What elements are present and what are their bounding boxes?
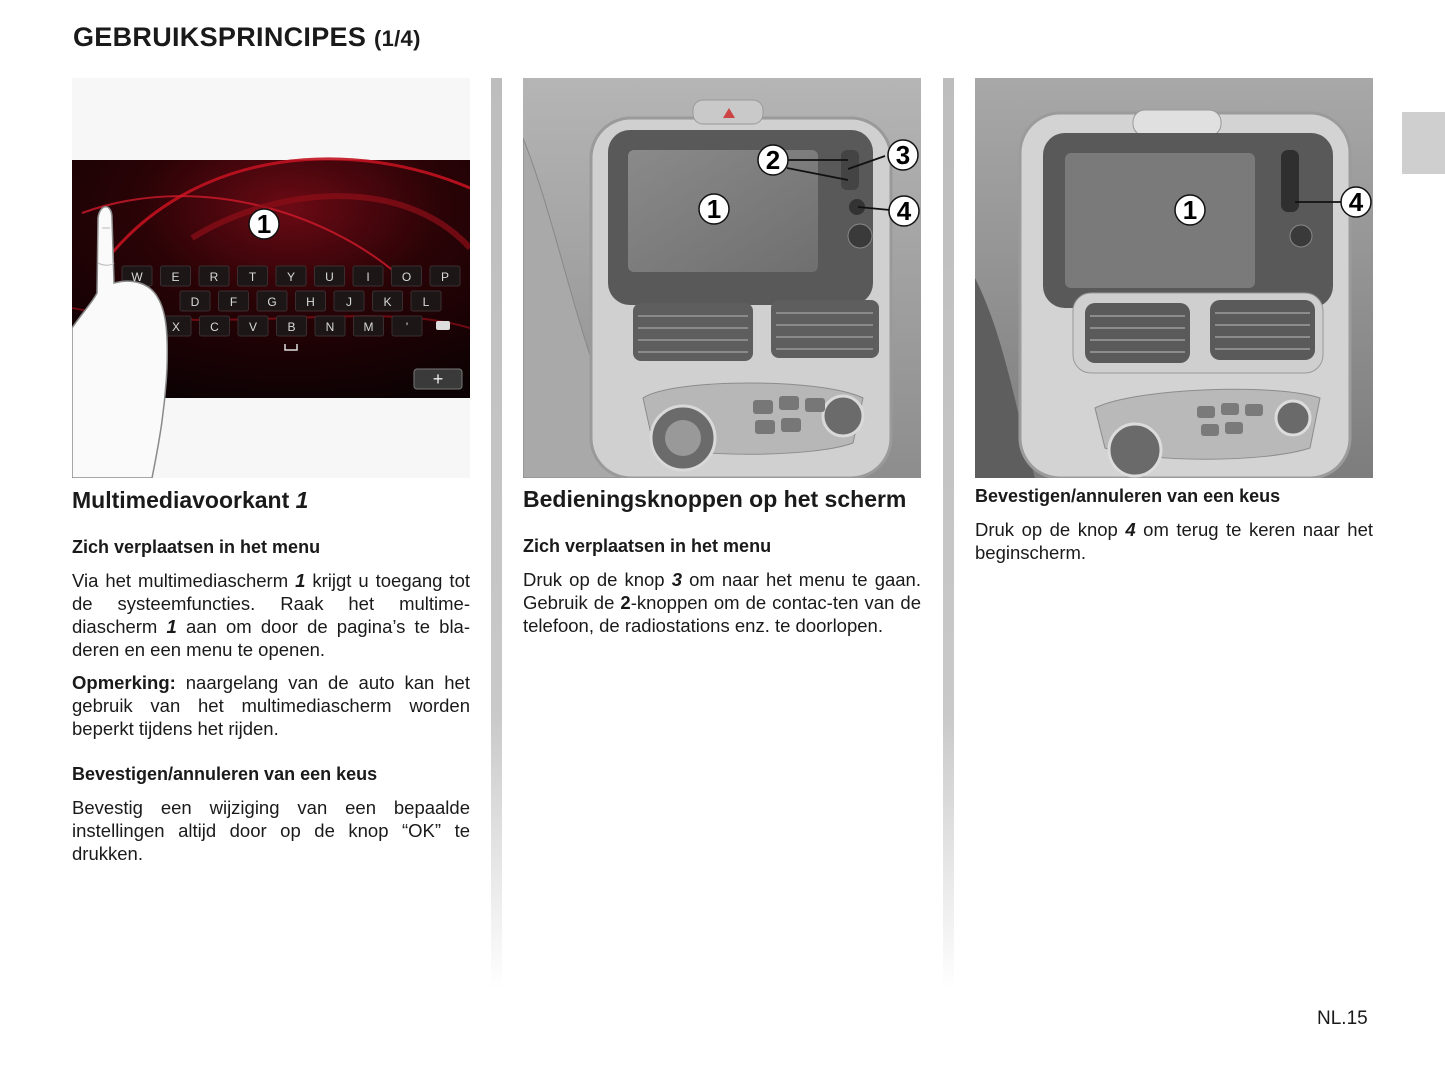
svg-text:1: 1 xyxy=(1182,195,1198,225)
column-controls xyxy=(523,78,921,637)
volume-knob xyxy=(848,224,872,248)
column-divider-left xyxy=(491,78,502,990)
keyboard-key-label: R xyxy=(209,270,219,284)
keyboard-key-label: U xyxy=(325,270,334,284)
text-part: aan om door de pagina’s te bla-deren en een menu te openen. xyxy=(72,616,470,660)
text-part: Via het multimediascherm xyxy=(72,570,296,591)
subheading-confirm: Bevestigen/annuleren van een keus xyxy=(72,764,378,784)
column-divider-right xyxy=(943,78,954,990)
text-part: Druk op de knop xyxy=(523,569,672,590)
ref-number: 1 xyxy=(295,570,306,591)
heading-ref: 1 xyxy=(295,487,309,513)
volume-knob xyxy=(1290,225,1312,247)
keyboard-key-label: T xyxy=(248,270,257,284)
svg-text:1: 1 xyxy=(256,209,272,239)
text-part: -knoppen om de contac-ten van de telefoon, de radiostations enz. te doorlopen. xyxy=(523,592,921,636)
figure-dashboard-controls xyxy=(523,78,921,478)
heading-text: Multimediavoorkant xyxy=(72,487,290,513)
keyboard-key-label: M xyxy=(363,320,374,334)
subheading-navigate: Zich verplaatsen in het menu xyxy=(523,536,772,556)
keyboard-key-label: C xyxy=(210,320,219,334)
figure-dashboard-home xyxy=(975,78,1373,478)
svg-text:2: 2 xyxy=(765,145,781,175)
page-title xyxy=(73,22,421,53)
callout-4 xyxy=(1341,187,1371,217)
keyboard-key-label: ' xyxy=(405,320,409,334)
keyboard-key-label: V xyxy=(248,320,258,334)
keyboard-key-label: W xyxy=(131,270,143,284)
paragraph-confirm: Bevestig een wijziging van een bepaalde instellingen altijd door op de knop “OK” te drukken. xyxy=(72,797,470,864)
text-part: Druk op de knop xyxy=(975,519,1126,540)
keyboard-key-label: F xyxy=(229,295,238,309)
keyboard-key-label: E xyxy=(171,270,180,284)
callout-1 xyxy=(249,209,279,239)
section-heading-multimedia xyxy=(72,486,470,514)
arrow-buttons xyxy=(841,150,859,190)
subheading-navigate: Zich verplaatsen in het menu xyxy=(72,537,321,557)
section-tab-marker xyxy=(1402,112,1445,174)
text-part: om terug te keren naar het beginscherm. xyxy=(975,519,1373,563)
svg-text:3: 3 xyxy=(895,140,911,170)
callout-4 xyxy=(889,196,919,226)
text-part: krijgt u toegang tot de systeemfuncties. Raak het multime-diascherm xyxy=(72,570,470,637)
paragraph-confirm xyxy=(975,518,1373,564)
multimedia-screen xyxy=(1065,153,1255,288)
keyboard-key-label: I xyxy=(366,270,370,284)
note-label: Opmerking: xyxy=(72,672,176,693)
keyboard-key-label: H xyxy=(306,295,315,309)
column-confirm xyxy=(975,78,1373,564)
text-part: om naar het menu te gaan. Gebruik de xyxy=(523,569,921,613)
ref-number: 1 xyxy=(166,616,177,637)
air-vents xyxy=(1073,293,1323,373)
subheading-confirm: Bevestigen/annuleren van een keus xyxy=(975,486,1281,506)
svg-text:1: 1 xyxy=(706,194,722,224)
callout-1 xyxy=(699,194,729,224)
column-multimedia xyxy=(72,78,470,865)
keyboard-backspace-icon xyxy=(436,321,450,330)
page-number: NL.15 xyxy=(1317,1008,1368,1029)
title-part: (1/4) xyxy=(373,26,421,51)
keyboard-key-label: X xyxy=(171,320,181,334)
keyboard-key-label: D xyxy=(190,295,200,309)
keyboard-key-label: P xyxy=(440,270,450,284)
ref-number: 4 xyxy=(1125,519,1136,540)
hazard-button xyxy=(1133,110,1221,136)
keyboard-key-label: K xyxy=(383,295,392,309)
ref-number: 3 xyxy=(671,569,682,590)
note-text: naargelang van de auto kan het gebruik van het multimediascherm worden beperkt tijdens het rijden. xyxy=(72,672,470,739)
paragraph-note xyxy=(72,671,470,740)
keyboard-key-label: L xyxy=(422,295,430,309)
paragraph-navigate xyxy=(523,568,921,637)
svg-text:4: 4 xyxy=(1348,187,1364,217)
plus-label: + xyxy=(432,369,444,389)
callout-2 xyxy=(758,145,788,175)
keyboard-key-label: N xyxy=(325,320,335,334)
paragraph-navigate xyxy=(72,569,470,661)
keyboard-plus-button xyxy=(414,369,462,389)
ref-number: 2 xyxy=(620,592,631,613)
callout-1 xyxy=(1175,195,1205,225)
title-text: GEBRUIKSPRINCIPES xyxy=(73,22,367,52)
keyboard-key-label: J xyxy=(346,295,352,309)
keyboard-key-label: G xyxy=(267,295,277,309)
section-heading-controls: Bedieningsknoppen op het scherm xyxy=(523,486,907,512)
figure-touchscreen xyxy=(72,78,470,478)
keyboard-key-label: B xyxy=(287,320,296,334)
keyboard-key-label: Y xyxy=(286,270,296,284)
callout-3 xyxy=(888,140,918,170)
keyboard-key-label: O xyxy=(401,270,412,284)
svg-text:4: 4 xyxy=(896,196,912,226)
